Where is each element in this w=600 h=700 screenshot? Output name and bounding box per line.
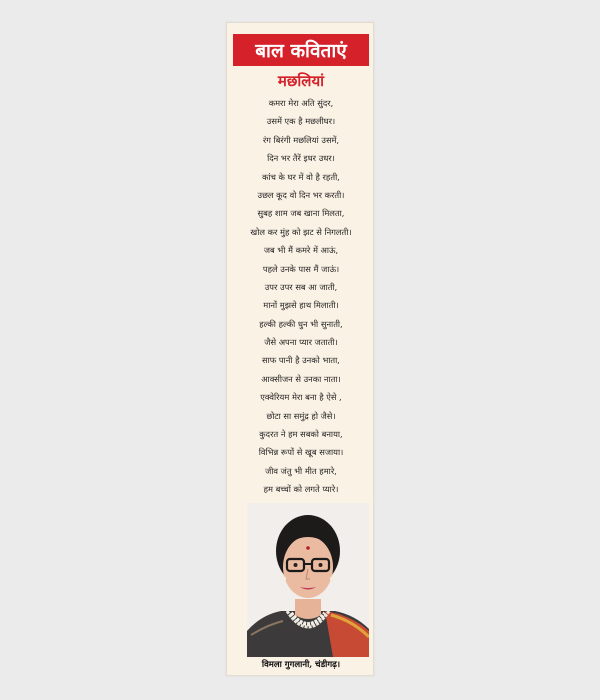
poem-line: दिन भर तैरें इधर उधर। bbox=[267, 153, 335, 164]
poem-line: हल्की हल्की धुन भी सुनाती, bbox=[259, 318, 343, 329]
author-name: विमला गुगलानी, चंडीगढ़। bbox=[261, 660, 341, 670]
poem-line: उसमें एक है मछलीघर। bbox=[266, 116, 336, 127]
poem-line: मानों मुझसे हाथ मिलाती। bbox=[263, 300, 339, 311]
poem-line: कमरा मेरा अति सुंदर, bbox=[268, 98, 334, 108]
poem-line: उछल कूद वो दिन भर करती। bbox=[257, 189, 345, 200]
poem-line: विभिन्न रूपों से खूब सजाया। bbox=[258, 447, 344, 458]
poem-line: कुदरत ने हम सबको बनाया, bbox=[259, 429, 343, 440]
poem-line: आक्सीजन से उनका नाता। bbox=[261, 373, 341, 384]
poem-line: जीव जंतु भी मीत हमारे, bbox=[265, 465, 337, 476]
poem-line: हम बच्चों को लगते प्यारे। bbox=[263, 484, 339, 495]
poem-line: सुबह शाम जब खाना मिलता, bbox=[257, 208, 345, 219]
poem-line: छोटा सा समुंद्र हो जैसे। bbox=[266, 410, 336, 421]
poem-line: जब भी मैं कमरे में आऊं, bbox=[263, 245, 339, 256]
poem-line: एक्वेरियम मेरा बना है ऐसे , bbox=[260, 392, 342, 403]
section-header: बाल कविताएं bbox=[233, 34, 369, 66]
poem-line: कांच के घर में वो है रहती, bbox=[262, 171, 340, 182]
poem-line: रंग बिरंगी मछलियां उसमें, bbox=[262, 134, 340, 145]
newspaper-clipping bbox=[226, 22, 374, 676]
poem-line: जैसे अपना प्यार जताती। bbox=[264, 337, 338, 348]
author-photo bbox=[247, 503, 369, 657]
poem-lines bbox=[227, 94, 375, 499]
poem-line: खोल कर मुंह को झट से निगलती। bbox=[250, 226, 352, 237]
poem-title: मछलियां bbox=[277, 72, 325, 90]
poem-line: उपर उपर सब आ जाती, bbox=[264, 281, 338, 292]
poem-line: पहले उनके पास मैं जाऊं। bbox=[262, 263, 340, 274]
poem-line: साफ पानी है उनको भाता, bbox=[262, 355, 340, 366]
